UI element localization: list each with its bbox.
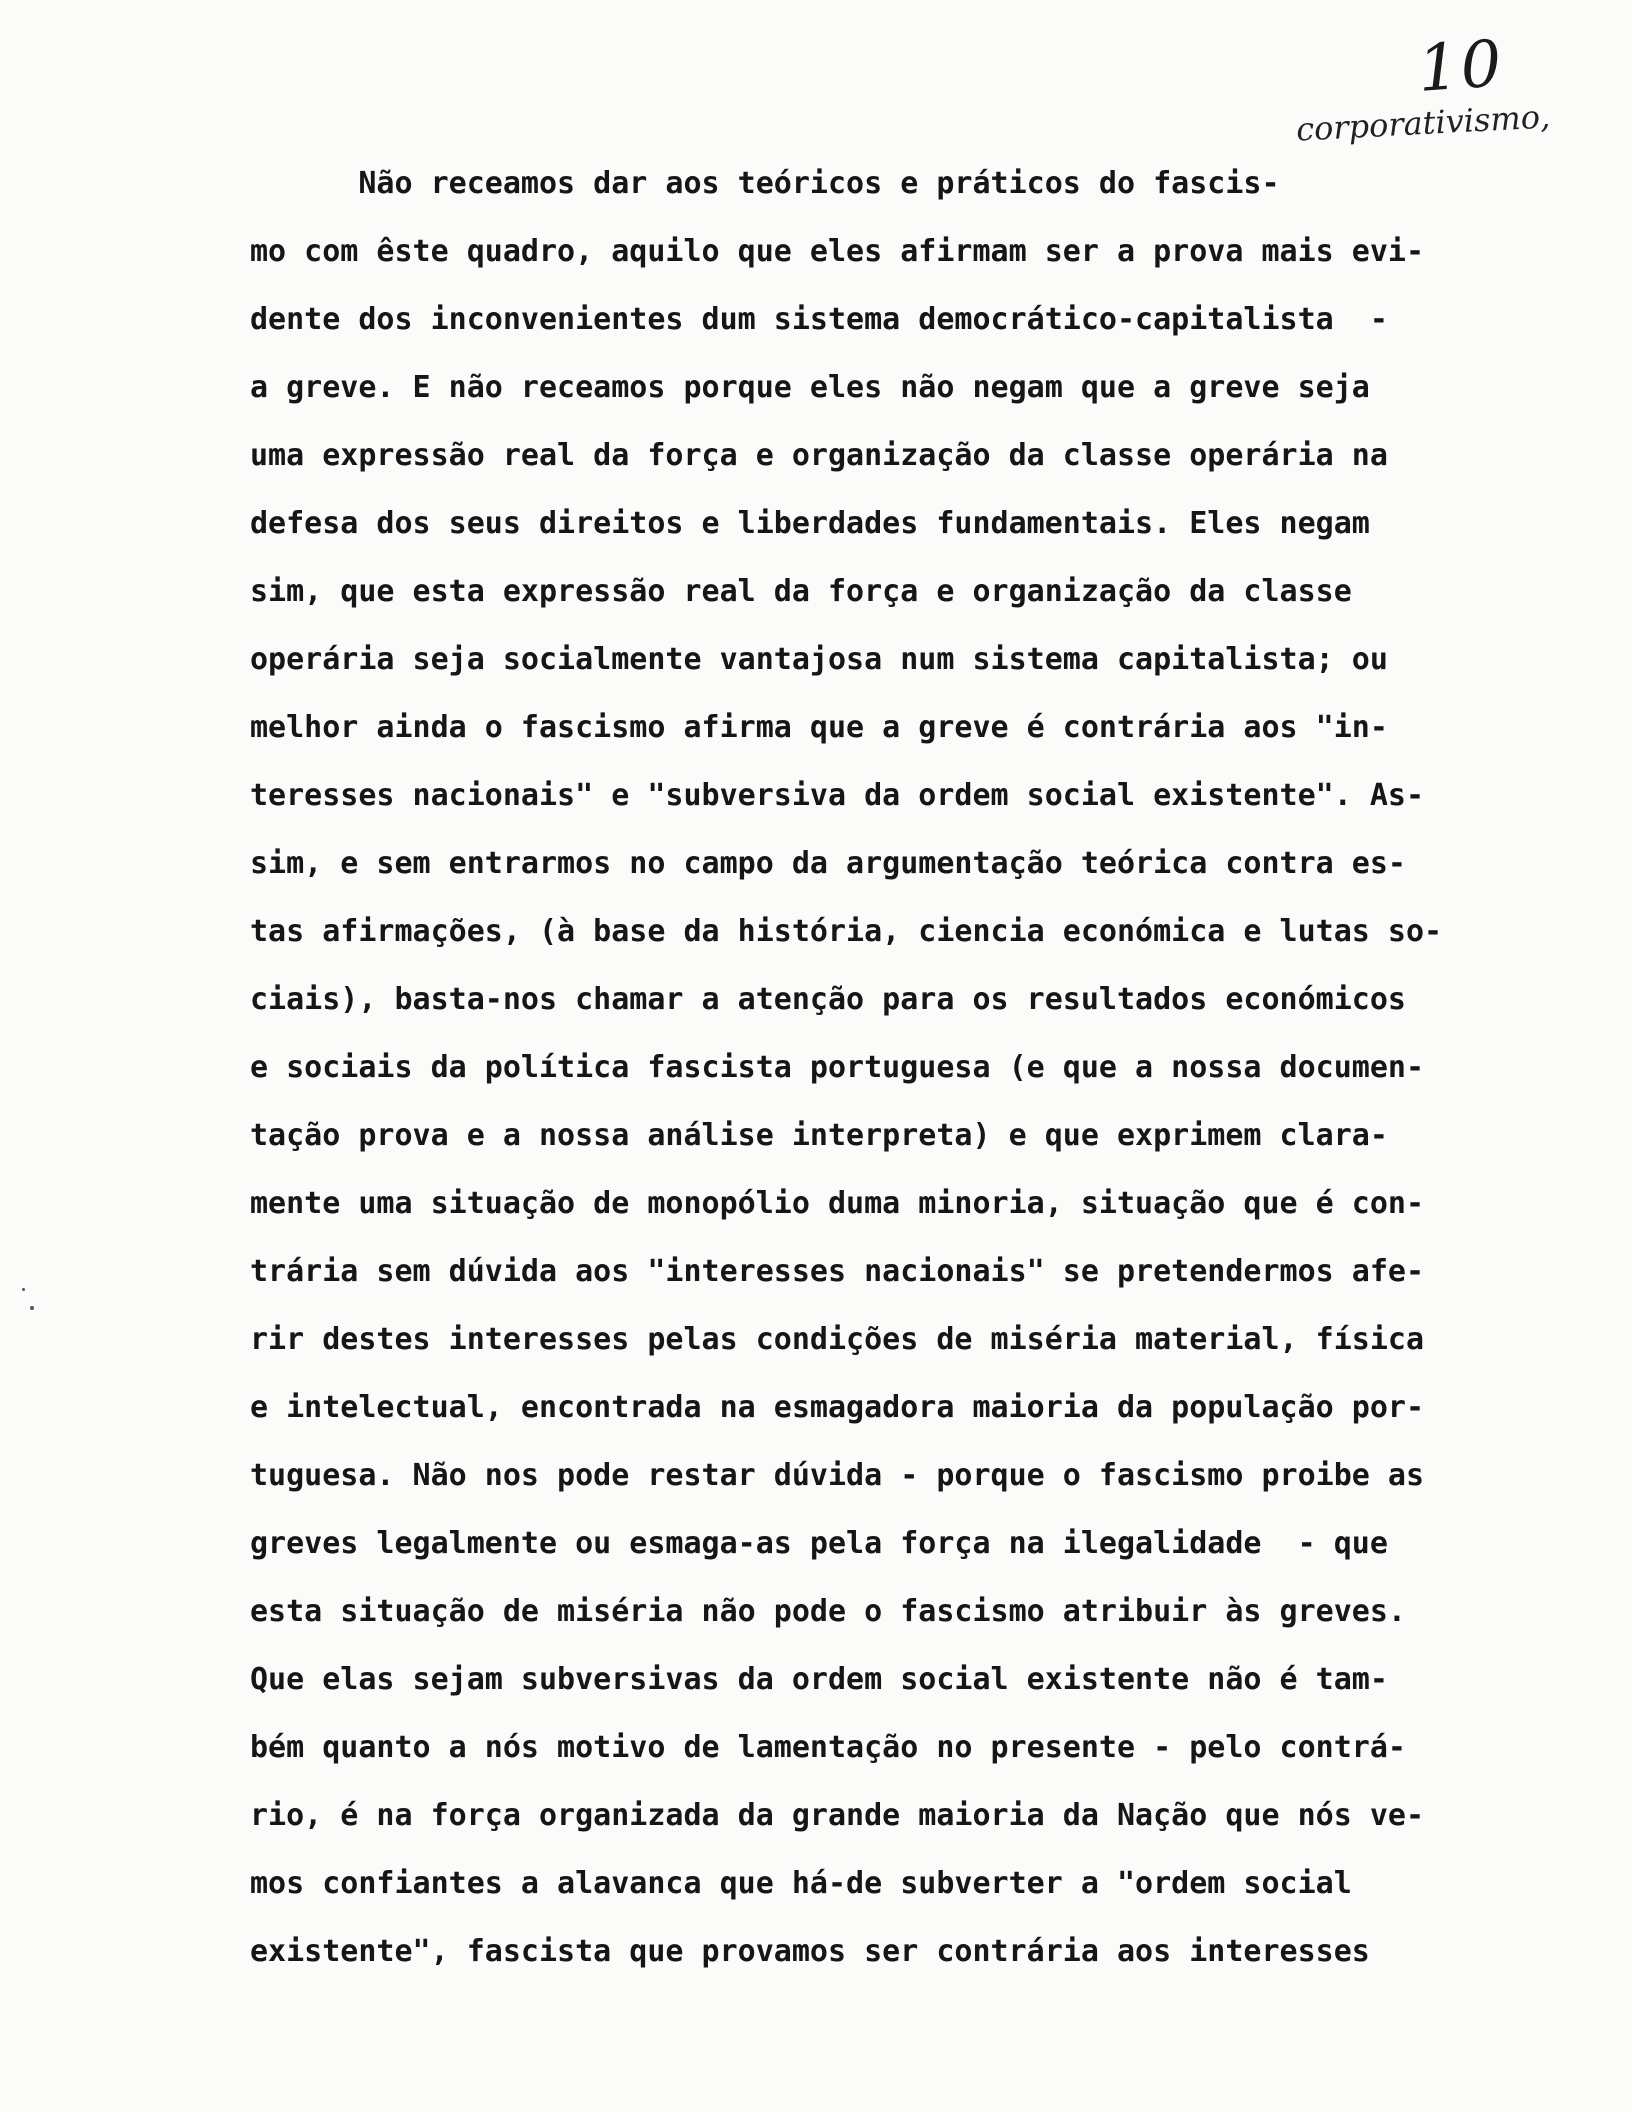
text-line: trária sem dúvida aos "interesses nacionais" se pretendermos afe- (250, 1254, 1424, 1289)
handwritten-margin-note: corporativismo, (1295, 97, 1552, 149)
text-line: Não receamos dar aos teóricos e práticos do fascis- (250, 166, 1280, 201)
text-line: bém quanto a nós motivo de lamentação no presente - pelo contrá- (250, 1730, 1406, 1765)
text-line: melhor ainda o fascismo afirma que a greve é contrária aos "in- (250, 710, 1388, 745)
text-line: a greve. E não receamos porque eles não negam que a greve seja (250, 370, 1370, 405)
text-line: rir destes interesses pelas condições de miséria material, física (250, 1322, 1424, 1357)
page-number: 10 (1415, 27, 1506, 107)
text-line: mo com êste quadro, aquilo que eles afirmam ser a prova mais evi- (250, 234, 1424, 269)
typescript-body (250, 150, 1550, 1986)
text-line: tação prova e a nossa análise interpreta) e que exprimem clara- (250, 1118, 1388, 1153)
text-line: tas afirmações, (à base da história, ciencia económica e lutas so- (250, 914, 1443, 949)
text-line: mente uma situação de monopólio duma minoria, situação que é con- (250, 1186, 1424, 1221)
text-line: mos confiantes a alavanca que há-de subverter a "ordem social (250, 1866, 1352, 1901)
text-line: ciais), basta-nos chamar a atenção para os resultados económicos (250, 982, 1406, 1017)
text-line: uma expressão real da força e organização da classe operária na (250, 438, 1388, 473)
paper-speck (30, 1306, 34, 1310)
text-line: Que elas sejam subversivas da ordem social existente não é tam- (250, 1662, 1388, 1697)
paper-speck (22, 1288, 25, 1291)
text-line: e sociais da política fascista portuguesa (e que a nossa documen- (250, 1050, 1424, 1085)
text-line: teresses nacionais" e "subversiva da ordem social existente". As- (250, 778, 1424, 813)
text-line: rio, é na força organizada da grande maioria da Nação que nós ve- (250, 1798, 1424, 1833)
text-line: defesa dos seus direitos e liberdades fundamentais. Eles negam (250, 506, 1370, 541)
text-line: sim, e sem entrarmos no campo da argumentação teórica contra es- (250, 846, 1406, 881)
text-line: esta situação de miséria não pode o fascismo atribuir às greves. (250, 1594, 1406, 1629)
text-line: dente dos inconvenientes dum sistema democrático-capitalista - (250, 302, 1388, 337)
text-line: existente", fascista que provamos ser contrária aos interesses (250, 1934, 1370, 1969)
text-line: sim, que esta expressão real da força e organização da classe (250, 574, 1352, 609)
text-line: e intelectual, encontrada na esmagadora maioria da população por- (250, 1390, 1424, 1425)
text-line: greves legalmente ou esmaga-as pela força na ilegalidade - que (250, 1526, 1388, 1561)
text-line: tuguesa. Não nos pode restar dúvida - porque o fascismo proibe as (250, 1458, 1424, 1493)
text-line: operária seja socialmente vantajosa num sistema capitalista; ou (250, 642, 1388, 677)
